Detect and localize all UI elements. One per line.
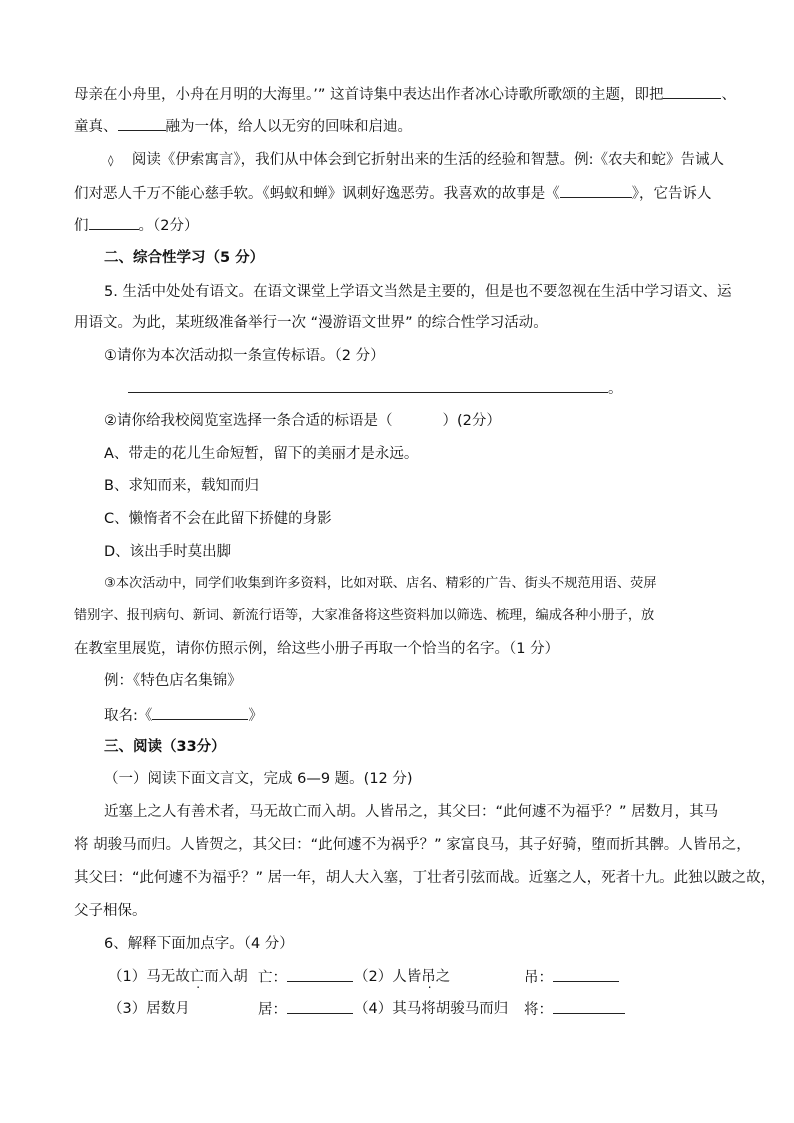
q6-answer-4 <box>524 999 625 1020</box>
blank-theme-1[interactable] <box>663 84 721 99</box>
q5-line-1: 5. 生活中处处有语文。在语文课堂上学语文当然是主要的，但是也不要忽视在生活中学习语文、运 <box>104 284 732 300</box>
passage-line-2: 将 胡骏马而归。人皆贺之，其父曰：“此何遽不为祸乎？” 家富良马，其子好骑，堕而折其髀。人皆吊之， <box>74 837 751 853</box>
blank-lesson[interactable] <box>89 215 139 230</box>
q6-answer-1 <box>258 967 353 988</box>
text: 。（2分） <box>138 218 199 234</box>
blank-story[interactable] <box>560 183 632 198</box>
answer-blank-2[interactable] <box>553 967 619 982</box>
slogan-blank[interactable] <box>128 378 608 393</box>
example-text: 例：《特色店名集锦》 <box>104 673 242 689</box>
booklet-name-blank[interactable] <box>152 705 248 720</box>
text: 而入胡 <box>204 969 248 985</box>
text: （3）居数月 <box>108 1001 190 1017</box>
text: （1）马无故 <box>108 969 190 985</box>
q4-line-3 <box>108 150 724 171</box>
option-a: A、带走的花儿生命短暂，留下的美丽才是永远。 <box>104 446 419 462</box>
text: 亡： <box>258 970 287 986</box>
text: 们对恶人千万不能心慈手软。《蚂蚁和蝉》讽刺好逸恶劳。我喜欢的故事是《 <box>74 186 560 202</box>
q5-line-2: 用语文。为此，某班级准备举行一次 “漫游语文世界” 的综合性学习活动。 <box>74 315 548 331</box>
booklet-name-line <box>104 705 263 726</box>
passage-line-4: 父子相保。 <box>74 903 147 919</box>
blank-theme-2[interactable] <box>118 116 166 131</box>
text: 童真、 <box>74 119 118 135</box>
text: 》，它告诉人 <box>631 186 712 202</box>
text: 吊： <box>524 970 553 986</box>
punct: 、 <box>721 87 736 103</box>
q6-answer-3 <box>258 999 353 1020</box>
dotted-char: 亡 <box>189 969 205 985</box>
passage-line-1: 近塞上之人有善术者，马无故亡而入胡。人皆吊之，其父曰：“此何遽不为福乎？” 居数月，其马 <box>104 804 719 820</box>
question-6: 6、解释下面加点字。（4 分） <box>104 936 294 952</box>
sub-question-3-line-1: ③本次活动中，同学们收集到许多资料，比如对联、店名、精彩的广告、街头不规范用语、荧屏 <box>104 576 657 591</box>
dotted-char: 吊 <box>421 969 436 985</box>
text: 取名:《 <box>104 708 153 724</box>
q6-item-3 <box>108 999 190 1019</box>
text: 阅读《伊索寓言》，我们从中体会到它折射出来的生活的经验和智慧。例:《农夫和蛇》告诫人 <box>131 152 725 168</box>
q6-answer-2 <box>524 967 619 988</box>
q6-item-1 <box>108 967 248 987</box>
answer-blank-1[interactable] <box>287 967 353 982</box>
q6-item-4 <box>354 999 508 1019</box>
text: 融为一体，给人以无穷的回味和启迪。 <box>165 119 412 135</box>
text: 》 <box>248 708 263 724</box>
q6-item-2 <box>354 967 450 987</box>
poem-theme-text: 母亲在小舟里，小舟在月明的大海里。’” 这首诗集中表达出作者冰心诗歌所歌颂的主题，即把 <box>74 87 664 103</box>
slogan-answer-line <box>128 378 623 399</box>
section-2-heading: 二、综合性学习（5 分） <box>104 250 265 266</box>
option-c: C、懒惰者不会在此留下挢健的身影 <box>104 511 332 527</box>
text: ②请你给我校阅览室选择一条合适的标语是（ <box>104 413 393 429</box>
text: 之 <box>435 969 451 985</box>
answer-blank-3[interactable] <box>287 999 353 1014</box>
reading-subheading: （一）阅读下面文言文，完成 6—9 题。(12 分) <box>104 771 413 787</box>
text: 居： <box>258 1002 287 1018</box>
text: （4）其马将胡骏马而归 <box>354 1001 509 1017</box>
sub-question-1: ①请你为本次活动拟一条宣传标语。（2 分） <box>104 348 385 364</box>
section-3-heading: 三、阅读（33分） <box>104 739 226 755</box>
option-d: D、该出手时莫出脚 <box>104 544 232 560</box>
q4-line-1 <box>74 84 736 105</box>
sub-question-3-line-2: 错别字、报刊病句、新词、新流行语等，大家准备将这些资料加以筛选、梳理，编成各种小册子，放 <box>74 608 655 623</box>
q4-line-2 <box>74 116 412 137</box>
q4-line-5 <box>74 215 198 236</box>
bullet-icon: ◊ <box>108 154 114 167</box>
punct: 。 <box>608 381 623 397</box>
passage-line-3: 其父曰：“此何遽不为福乎？” 居一年，胡人大入塞，丁壮者引弦而战。近塞之人，死者十九。此独以跛之故， <box>74 870 776 886</box>
text: ）(2分） <box>442 413 501 429</box>
option-b: B、求知而来，载知而归 <box>104 478 259 494</box>
answer-blank-4[interactable] <box>553 999 625 1014</box>
sub-question-2 <box>104 411 501 431</box>
text: 们 <box>74 218 89 234</box>
text: （2）人皆 <box>354 969 422 985</box>
q4-line-4 <box>74 183 712 204</box>
text: 将： <box>524 1002 553 1018</box>
sub-question-3-line-3: 在教室里展览，请你仿照示例，给这些小册子再取一个恰当的名字。（1 分） <box>74 641 560 657</box>
